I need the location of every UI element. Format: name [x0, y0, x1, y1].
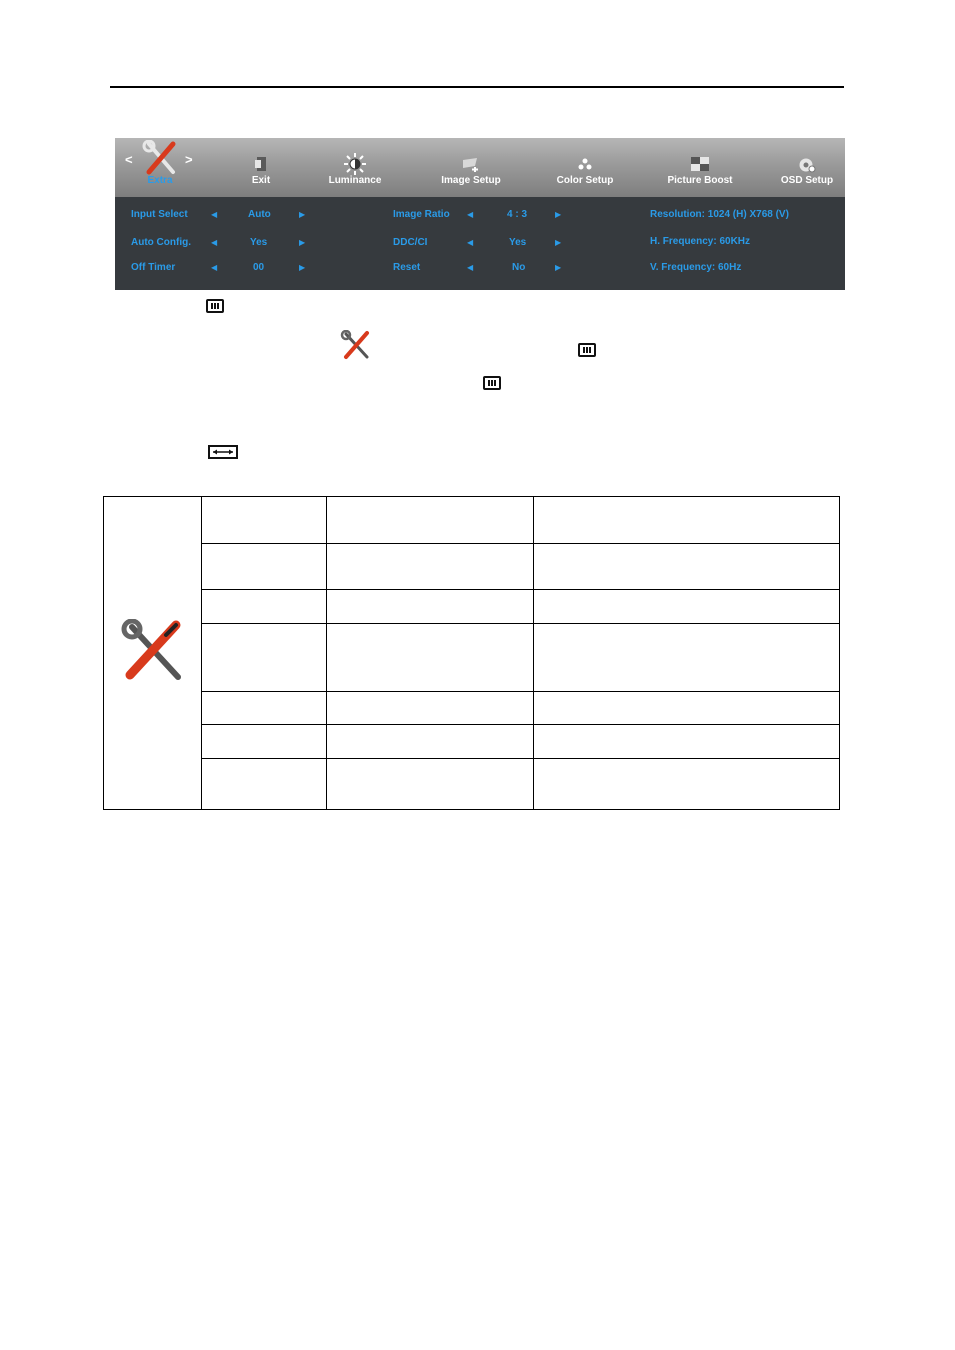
decrease-arrow-icon[interactable]: ◀ — [211, 238, 218, 247]
setting-ddc-ci-value: Yes — [509, 237, 527, 248]
increase-arrow-icon[interactable]: ▶ — [299, 238, 306, 247]
setting-off-timer-label: Off Timer — [131, 262, 176, 273]
table-row — [104, 725, 840, 759]
menu-key-icon — [483, 376, 501, 390]
extra-tools-icon — [340, 330, 372, 360]
extra-function-table — [103, 496, 840, 810]
increase-arrow-icon[interactable]: ▶ — [555, 263, 562, 272]
osd-menu-screenshot — [115, 138, 845, 290]
tab-label: Color Setup — [556, 175, 614, 186]
tab-label: Luminance — [328, 175, 382, 186]
tab-image-setup[interactable] — [436, 138, 506, 197]
increase-arrow-icon[interactable]: ▶ — [299, 263, 306, 272]
picture-boost-icon — [691, 157, 709, 171]
setting-auto-config-label: Auto Config. — [131, 237, 191, 248]
setting-reset-value: No — [512, 262, 526, 273]
tab-label: Exit — [251, 175, 271, 186]
luminance-icon — [344, 153, 366, 175]
nav-left-icon: < — [125, 152, 133, 167]
extra-tools-icon — [120, 619, 186, 683]
setting-input-select-label: Input Select — [131, 209, 188, 220]
decrease-arrow-icon[interactable]: ◀ — [467, 263, 474, 272]
tab-luminance[interactable] — [320, 138, 390, 197]
decrease-arrow-icon[interactable]: ◀ — [467, 210, 474, 219]
color-setup-icon — [578, 158, 592, 170]
tab-label: Picture Boost — [667, 175, 733, 186]
info-h-frequency: H. Frequency: 60KHz — [650, 236, 751, 247]
table-icon-cell — [104, 497, 202, 810]
table-row — [104, 759, 840, 810]
menu-key-icon — [206, 299, 224, 313]
increase-arrow-icon[interactable]: ▶ — [555, 238, 562, 247]
decrease-arrow-icon[interactable]: ◀ — [211, 210, 218, 219]
table-row — [104, 590, 840, 624]
table-row — [104, 692, 840, 725]
extra-tools-icon — [141, 140, 179, 176]
header-rule — [110, 86, 844, 88]
table-cell — [534, 497, 840, 544]
setting-ddc-ci-label: DDC/CI — [393, 237, 428, 248]
decrease-arrow-icon[interactable]: ◀ — [211, 263, 218, 272]
osd-setup-icon — [798, 157, 816, 173]
increase-arrow-icon[interactable]: ▶ — [299, 210, 306, 219]
setting-reset-label: Reset — [393, 262, 421, 273]
osd-tab-bar — [115, 138, 845, 197]
table-cell — [202, 497, 327, 544]
tab-extra[interactable] — [135, 138, 185, 197]
setting-image-ratio-label: Image Ratio — [393, 209, 450, 220]
info-v-frequency: V. Frequency: 60Hz — [650, 262, 742, 273]
setting-image-ratio-value: 4 : 3 — [507, 209, 528, 220]
auto-key-icon — [208, 444, 238, 460]
decrease-arrow-icon[interactable]: ◀ — [467, 238, 474, 247]
table-row — [104, 544, 840, 590]
menu-key-icon — [578, 343, 596, 357]
nav-right-icon: > — [185, 152, 193, 167]
tab-label: Image Setup — [441, 175, 501, 186]
info-resolution: Resolution: 1024 (H) X768 (V) — [650, 209, 789, 220]
increase-arrow-icon[interactable]: ▶ — [555, 210, 562, 219]
table-cell — [327, 497, 534, 544]
image-setup-icon — [461, 156, 481, 172]
tab-label: OSD Setup — [780, 175, 834, 186]
tab-osd-setup[interactable] — [777, 138, 837, 197]
tab-label: Extra — [147, 175, 173, 186]
setting-auto-config-value: Yes — [250, 237, 268, 248]
setting-off-timer-value: 00 — [253, 262, 265, 273]
setting-input-select-value: Auto — [248, 209, 271, 220]
tab-picture-boost[interactable] — [663, 138, 737, 197]
exit-icon — [254, 156, 268, 172]
table-row — [104, 624, 840, 692]
tab-exit[interactable] — [241, 138, 281, 197]
tab-color-setup[interactable] — [551, 138, 619, 197]
